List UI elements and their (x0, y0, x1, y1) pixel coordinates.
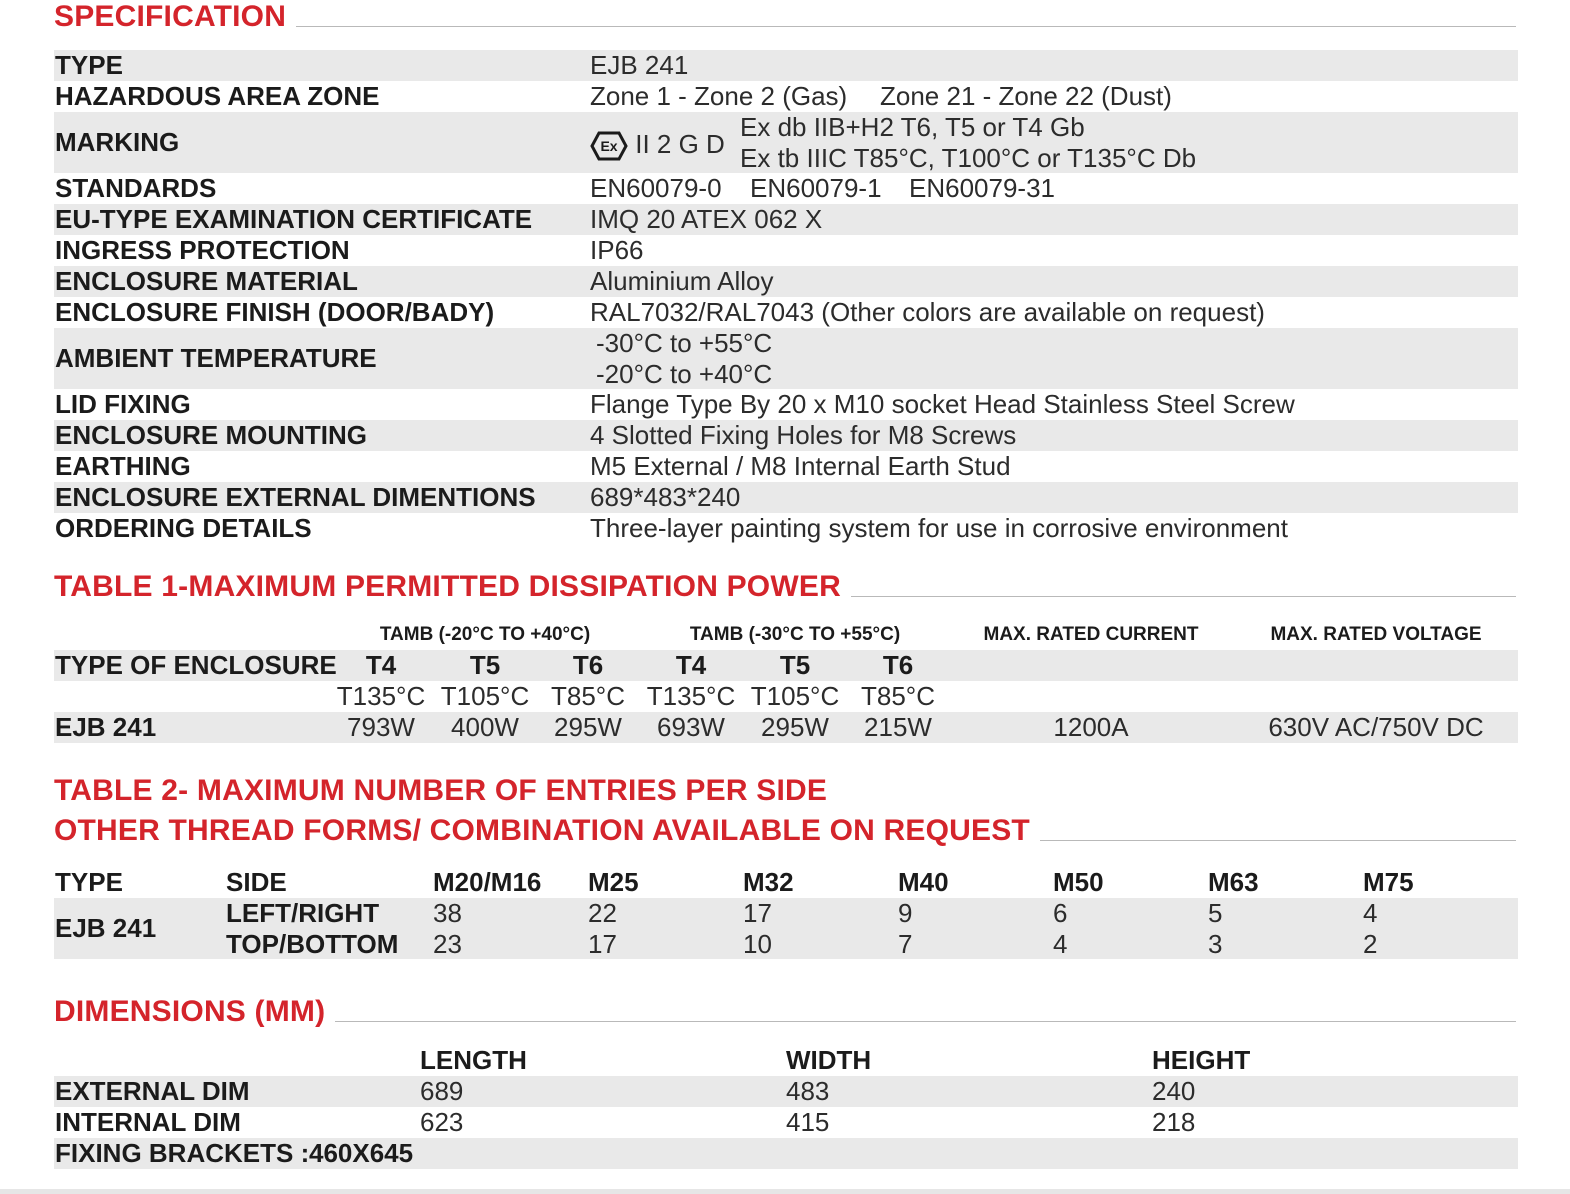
dim-value: 218 (1152, 1107, 1196, 1137)
spec-value: 689*483*240 (590, 482, 741, 512)
spec-value-dust: Zone 21 - Zone 22 (Dust) (880, 81, 1172, 111)
temp-value: T85°C (551, 681, 625, 711)
voltage-value: 630V AC/750V DC (1268, 712, 1484, 742)
tamb-group-header: TAMB (-30°C TO +55°C) (689, 624, 901, 645)
current-value: 1200A (1053, 712, 1129, 742)
entry-count: 4 (1053, 929, 1068, 959)
spec-label: HAZARDOUS AREA ZONE (55, 81, 380, 111)
spec-label: LID FIXING (55, 389, 191, 419)
temp-value: T85°C (861, 681, 935, 711)
spec-value-line2: Ex tb IIIC T85°C, T100°C or T135°C Db (740, 143, 1197, 173)
entry-count: 23 (433, 929, 462, 959)
entry-count: 7 (898, 929, 913, 959)
dim-value: 689 (420, 1076, 464, 1106)
temp-value: T105°C (750, 681, 840, 711)
internal-dim-row (54, 1107, 1518, 1138)
table2-subtitle: OTHER THREAD FORMS/ COMBINATION AVAILABLE ON REQUEST (54, 814, 1030, 847)
external-dim-row (54, 1076, 1518, 1107)
spec-row-marking (54, 112, 1518, 173)
thread-header: M50 (1053, 867, 1104, 897)
page-bottom-border (0, 1189, 1570, 1194)
spec-value: EN60079-0 (590, 173, 722, 203)
power-value: 793W (347, 712, 415, 742)
brackets-value: 460X645 (309, 1138, 414, 1168)
ex-hexagon-icon (590, 131, 628, 161)
dimensions-header-row (54, 1045, 1518, 1076)
specification-title: SPECIFICATION (54, 0, 287, 33)
spec-value: RAL7032/RAL7043 (Other colors are available on request) (590, 297, 1265, 327)
table1-header-row (54, 650, 1518, 681)
spec-label: ORDERING DETAILS (55, 513, 312, 543)
dim-value: 623 (420, 1107, 464, 1137)
side-label: TOP/BOTTOM (226, 929, 399, 959)
section-divider (296, 26, 1516, 27)
brackets-label: FIXING BRACKETS : (55, 1138, 310, 1168)
dim-value: 415 (786, 1107, 830, 1137)
spec-value: 4 Slotted Fixing Holes for M8 Screws (590, 420, 1017, 450)
table1-title: TABLE 1-MAXIMUM PERMITTED DISSIPATION POWER (54, 570, 841, 603)
dim-value: 483 (786, 1076, 830, 1106)
spec-label: ENCLOSURE EXTERNAL DIMENTIONS (55, 482, 536, 512)
dimensions-title: DIMENSIONS (MM) (54, 995, 326, 1028)
svg-text:Ex: Ex (600, 138, 618, 155)
dim-label: INTERNAL DIM (55, 1107, 241, 1137)
spec-value: M5 External / M8 Internal Earth Stud (590, 451, 1011, 481)
spec-label: EARTHING (55, 451, 191, 481)
entry-count: 5 (1208, 898, 1223, 928)
width-header: WIDTH (786, 1045, 872, 1075)
entry-count: 4 (1363, 898, 1378, 928)
temp-value: T135°C (646, 681, 736, 711)
type-header: TYPE OF ENCLOSURE (55, 650, 337, 680)
temp-value: T105°C (440, 681, 530, 711)
spec-value-line1: Ex db IIB+H2 T6, T5 or T4 Gb (740, 112, 1085, 142)
spec-value: EJB 241 (590, 50, 689, 80)
power-value: 295W (554, 712, 622, 742)
specification-heading (54, 0, 1516, 34)
tamb-group-header: TAMB (-20°C TO +40°C) (379, 624, 591, 645)
equipment-group-text: II 2 G D (635, 129, 725, 159)
t-class-header: T5 (469, 650, 501, 680)
t-class-header: T4 (675, 650, 707, 680)
enclosure-type: EJB 241 (55, 712, 157, 742)
entry-count: 3 (1208, 929, 1223, 959)
spec-value: EN60079-1 (750, 173, 882, 203)
spec-value: Flange Type By 20 x M10 socket Head Stainless Steel Screw (590, 389, 1295, 419)
table2-title: TABLE 2- MAXIMUM NUMBER OF ENTRIES PER SIDE (54, 774, 828, 807)
thread-header: M32 (743, 867, 794, 897)
entry-count: 9 (898, 898, 913, 928)
spec-row-mounting (54, 420, 1518, 451)
table2-header-row (54, 867, 1518, 898)
table1-heading (54, 570, 1516, 604)
table1-temp-row (54, 681, 1518, 712)
t-class-header: T6 (882, 650, 914, 680)
table1-data-row (54, 712, 1518, 743)
dim-label: EXTERNAL DIM (55, 1076, 250, 1106)
entry-count: 17 (743, 898, 772, 928)
thread-header: M63 (1208, 867, 1259, 897)
dim-value: 240 (1152, 1076, 1196, 1106)
thread-header: M25 (588, 867, 639, 897)
entry-count: 6 (1053, 898, 1068, 928)
spec-row-earthing (54, 451, 1518, 482)
atex-marking (590, 129, 725, 161)
side-header: SIDE (226, 867, 287, 897)
spec-label: STANDARDS (55, 173, 217, 203)
entry-count: 38 (433, 898, 462, 928)
section-divider (851, 596, 1516, 597)
spec-label: TYPE (55, 50, 123, 80)
entry-count: 17 (588, 929, 617, 959)
spec-label: ENCLOSURE MOUNTING (55, 420, 367, 450)
spec-row-standards (54, 173, 1518, 204)
t-class-header: T6 (572, 650, 604, 680)
type-header: TYPE (55, 867, 123, 897)
table2-heading-line2 (54, 814, 1516, 848)
table2-heading-line1 (54, 774, 1516, 808)
spec-value: IMQ 20 ATEX 062 X (590, 204, 823, 234)
entry-count: 22 (588, 898, 617, 928)
entry-count: 10 (743, 929, 772, 959)
thread-header: M20/M16 (433, 867, 542, 897)
thread-header: M40 (898, 867, 949, 897)
power-value: 400W (451, 712, 519, 742)
spec-row-material (54, 266, 1518, 297)
enclosure-type: EJB 241 (55, 913, 157, 943)
entry-count: 2 (1363, 929, 1378, 959)
table2-data-block (54, 898, 1518, 959)
fixing-brackets-row (54, 1138, 1518, 1169)
height-header: HEIGHT (1152, 1045, 1251, 1075)
spec-value-line1: -30°C to +55°C (596, 328, 773, 358)
length-header: LENGTH (420, 1045, 527, 1075)
section-divider (335, 1021, 1516, 1022)
spec-value: IP66 (590, 235, 644, 265)
spec-label: MARKING (55, 127, 180, 157)
spec-row-finish (54, 297, 1518, 328)
max-voltage-header: MAX. RATED VOLTAGE (1270, 624, 1482, 645)
max-current-header: MAX. RATED CURRENT (983, 624, 1199, 645)
spec-label: ENCLOSURE MATERIAL (55, 266, 358, 296)
power-value: 295W (761, 712, 829, 742)
dimensions-heading (54, 995, 1516, 1029)
spec-value-line2: -20°C to +40°C (596, 359, 773, 389)
spec-value: EN60079-31 (909, 173, 1055, 203)
power-value: 693W (657, 712, 725, 742)
spec-label: AMBIENT TEMPERATURE (55, 343, 377, 373)
thread-header: M75 (1363, 867, 1414, 897)
spec-label: ENCLOSURE FINISH (DOOR/BADY) (55, 297, 495, 327)
spec-row-certificate (54, 204, 1518, 235)
t-class-header: T5 (779, 650, 811, 680)
spec-row-ambient (54, 328, 1518, 389)
temp-value: T135°C (336, 681, 426, 711)
spec-value-gas: Zone 1 - Zone 2 (Gas) (590, 81, 848, 111)
power-value: 215W (864, 712, 932, 742)
spec-label: INGRESS PROTECTION (55, 235, 350, 265)
spec-value: Three-layer painting system for use in corrosive environment (590, 513, 1288, 543)
spec-row-ingress (54, 235, 1518, 266)
spec-row-hazardous-zone (54, 81, 1518, 112)
spec-row-type (54, 50, 1518, 81)
spec-row-dimensions (54, 482, 1518, 513)
spec-row-lid-fixing (54, 389, 1518, 420)
spec-value: Aluminium Alloy (590, 266, 774, 296)
spec-row-ordering (54, 513, 1518, 544)
spec-label: EU-TYPE EXAMINATION CERTIFICATE (55, 204, 533, 234)
section-divider (1040, 840, 1516, 841)
side-label: LEFT/RIGHT (226, 898, 380, 928)
t-class-header: T4 (365, 650, 397, 680)
